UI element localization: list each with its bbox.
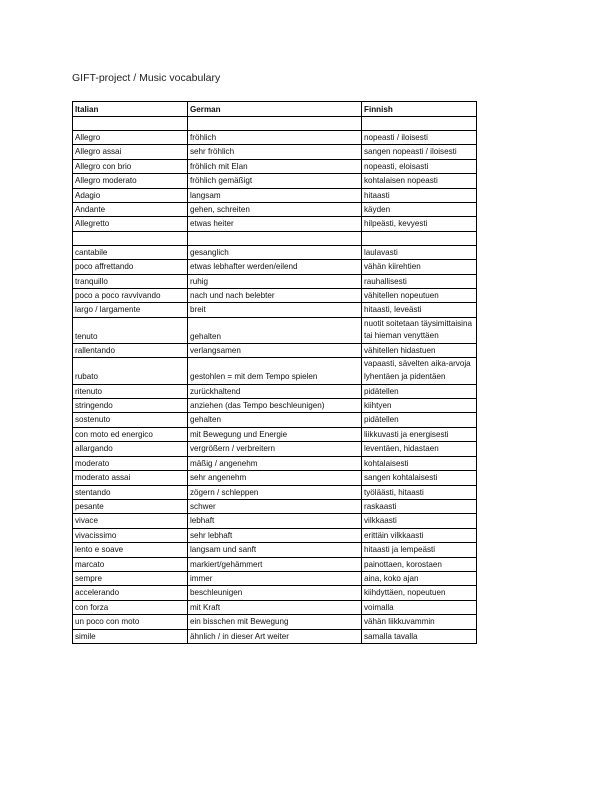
- german-cell: gehalten: [188, 317, 362, 343]
- german-cell: etwas heiter: [188, 217, 362, 231]
- italian-cell: marcato: [73, 557, 188, 571]
- italian-cell: Allegro assai: [73, 145, 188, 159]
- german-cell: breit: [188, 303, 362, 317]
- blank-row: [73, 231, 477, 245]
- german-cell: gehen, schreiten: [188, 203, 362, 217]
- table-row: [73, 358, 477, 384]
- italian-cell: Andante: [73, 203, 188, 217]
- finnish-cell: pidätellen: [362, 384, 477, 398]
- finnish-cell: voimalla: [362, 600, 477, 614]
- german-cell: immer: [188, 571, 362, 585]
- italian-cell: lento e soave: [73, 543, 188, 557]
- finnish-cell: laulavasti: [362, 245, 477, 259]
- finnish-cell: [362, 117, 477, 131]
- german-cell: mit Bewegung und Energie: [188, 427, 362, 441]
- table-row: [73, 586, 477, 600]
- italian-cell: poco a poco ravvivando: [73, 289, 188, 303]
- vocabulary-table: [72, 101, 477, 644]
- italian-cell: Allegro con brio: [73, 159, 188, 173]
- german-cell: fröhlich gemäßigt: [188, 174, 362, 188]
- italian-cell: tenuto: [73, 317, 188, 343]
- finnish-cell: erittäin vilkkaasti: [362, 528, 477, 542]
- finnish-cell: nopeasti / iloisesti: [362, 131, 477, 145]
- table-row: [73, 260, 477, 274]
- italian-cell: poco affrettando: [73, 260, 188, 274]
- german-cell: langsam und sanft: [188, 543, 362, 557]
- german-cell: langsam: [188, 188, 362, 202]
- german-cell: markiert/gehämmert: [188, 557, 362, 571]
- table-row: [73, 471, 477, 485]
- table-header-row: [73, 102, 477, 117]
- italian-cell: moderato: [73, 456, 188, 470]
- italian-cell: [73, 231, 188, 245]
- table-row: [73, 499, 477, 513]
- table-row: [73, 399, 477, 413]
- german-cell: fröhlich mit Elan: [188, 159, 362, 173]
- table-row: [73, 600, 477, 614]
- italian-cell: vivacissimo: [73, 528, 188, 542]
- finnish-cell: hitaasti ja lempeästi: [362, 543, 477, 557]
- finnish-cell: hilpeästi, kevyesti: [362, 217, 477, 231]
- finnish-cell: käyden: [362, 203, 477, 217]
- table-row: [73, 427, 477, 441]
- german-cell: sehr fröhlich: [188, 145, 362, 159]
- table-row: [73, 174, 477, 188]
- italian-cell: con forza: [73, 600, 188, 614]
- german-cell: sehr angenehm: [188, 471, 362, 485]
- blank-row: [73, 117, 477, 131]
- table-row: [73, 485, 477, 499]
- italian-cell: Allegro moderato: [73, 174, 188, 188]
- table-row: [73, 456, 477, 470]
- finnish-cell: työläästi, hitaasti: [362, 485, 477, 499]
- italian-cell: Adagio: [73, 188, 188, 202]
- italian-cell: simile: [73, 629, 188, 643]
- finnish-cell: liikkuvasti ja energisesti: [362, 427, 477, 441]
- italian-cell: allargando: [73, 442, 188, 456]
- table-row: [73, 344, 477, 358]
- finnish-cell: nopeasti, eloisasti: [362, 159, 477, 173]
- italian-cell: sostenuto: [73, 413, 188, 427]
- table-row: [73, 217, 477, 231]
- finnish-cell: hitaasti: [362, 188, 477, 202]
- german-cell: [188, 231, 362, 245]
- finnish-cell: vapaasti, sävelten aika-arvoja lyhentäen ja pidentäen: [362, 358, 477, 384]
- finnish-cell: vähän liikkuvammin: [362, 615, 477, 629]
- german-cell: mäßig / angenehm: [188, 456, 362, 470]
- german-cell: beschleunigen: [188, 586, 362, 600]
- table-row: [73, 274, 477, 288]
- table-row: [73, 145, 477, 159]
- italian-cell: con moto ed energico: [73, 427, 188, 441]
- finnish-cell: [362, 231, 477, 245]
- italian-cell: moderato assai: [73, 471, 188, 485]
- table-row: [73, 203, 477, 217]
- italian-cell: un poco con moto: [73, 615, 188, 629]
- table-row: [73, 289, 477, 303]
- german-cell: sehr lebhaft: [188, 528, 362, 542]
- header-finnish: Finnish: [362, 102, 477, 117]
- german-cell: nach und nach belebter: [188, 289, 362, 303]
- german-cell: mit Kraft: [188, 600, 362, 614]
- italian-cell: largo / largamente: [73, 303, 188, 317]
- header-german: German: [188, 102, 362, 117]
- italian-cell: accelerando: [73, 586, 188, 600]
- italian-cell: Allegretto: [73, 217, 188, 231]
- finnish-cell: leventäen, hidastaen: [362, 442, 477, 456]
- finnish-cell: vähitellen nopeutuen: [362, 289, 477, 303]
- german-cell: zögern / schleppen: [188, 485, 362, 499]
- table-row: [73, 543, 477, 557]
- table-row: [73, 317, 477, 343]
- table-row: [73, 557, 477, 571]
- italian-cell: tranquillo: [73, 274, 188, 288]
- finnish-cell: painottaen, korostaen: [362, 557, 477, 571]
- finnish-cell: raskaasti: [362, 499, 477, 513]
- german-cell: ruhig: [188, 274, 362, 288]
- german-cell: fröhlich: [188, 131, 362, 145]
- german-cell: lebhaft: [188, 514, 362, 528]
- table-row: [73, 528, 477, 542]
- italian-cell: cantabile: [73, 245, 188, 259]
- italian-cell: Allegro: [73, 131, 188, 145]
- italian-cell: vivace: [73, 514, 188, 528]
- german-cell: schwer: [188, 499, 362, 513]
- german-cell: anziehen (das Tempo beschleunigen): [188, 399, 362, 413]
- german-cell: zurückhaltend: [188, 384, 362, 398]
- table-row: [73, 571, 477, 585]
- page-title: GIFT-project / Music vocabulary: [72, 72, 221, 84]
- table-row: [73, 514, 477, 528]
- table-row: [73, 303, 477, 317]
- finnish-cell: hitaasti, leveästi: [362, 303, 477, 317]
- finnish-cell: samalla tavalla: [362, 629, 477, 643]
- finnish-cell: vähitellen hidastuen: [362, 344, 477, 358]
- finnish-cell: kiihdyttäen, nopeutuen: [362, 586, 477, 600]
- german-cell: ähnlich / in dieser Art weiter: [188, 629, 362, 643]
- table-row: [73, 615, 477, 629]
- table-row: [73, 131, 477, 145]
- german-cell: gehalten: [188, 413, 362, 427]
- finnish-cell: rauhallisesti: [362, 274, 477, 288]
- finnish-cell: aina, koko ajan: [362, 571, 477, 585]
- italian-cell: rallentando: [73, 344, 188, 358]
- finnish-cell: kohtalaisen nopeasti: [362, 174, 477, 188]
- german-cell: verlangsamen: [188, 344, 362, 358]
- finnish-cell: pidätellen: [362, 413, 477, 427]
- italian-cell: stentando: [73, 485, 188, 499]
- table-row: [73, 188, 477, 202]
- table-row: [73, 245, 477, 259]
- italian-cell: sempre: [73, 571, 188, 585]
- german-cell: etwas lebhafter werden/eilend: [188, 260, 362, 274]
- table-row: [73, 384, 477, 398]
- italian-cell: rubato: [73, 358, 188, 384]
- finnish-cell: nuotit soitetaan täysimittaisina tai hieman venyttäen: [362, 317, 477, 343]
- finnish-cell: sangen kohtalaisesti: [362, 471, 477, 485]
- finnish-cell: kiihtyen: [362, 399, 477, 413]
- german-cell: gesanglich: [188, 245, 362, 259]
- table-row: [73, 442, 477, 456]
- finnish-cell: sangen nopeasti / iloisesti: [362, 145, 477, 159]
- finnish-cell: kohtalaisesti: [362, 456, 477, 470]
- finnish-cell: vilkkaasti: [362, 514, 477, 528]
- german-cell: gestohlen = mit dem Tempo spielen: [188, 358, 362, 384]
- italian-cell: ritenuto: [73, 384, 188, 398]
- header-italian: Italian: [73, 102, 188, 117]
- table-row: [73, 629, 477, 643]
- table-row: [73, 413, 477, 427]
- german-cell: [188, 117, 362, 131]
- italian-cell: stringendo: [73, 399, 188, 413]
- german-cell: ein bisschen mit Bewegung: [188, 615, 362, 629]
- finnish-cell: vähän kiirehtien: [362, 260, 477, 274]
- table-row: [73, 159, 477, 173]
- italian-cell: [73, 117, 188, 131]
- italian-cell: pesante: [73, 499, 188, 513]
- german-cell: vergrößern / verbreitern: [188, 442, 362, 456]
